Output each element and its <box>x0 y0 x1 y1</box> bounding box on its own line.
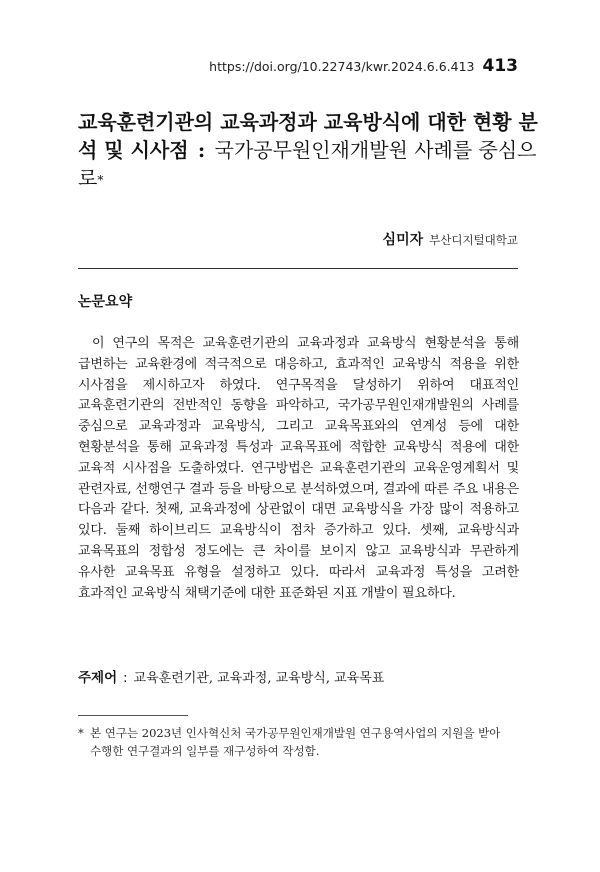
title-sub: 국가공무원인재개발원 사례를 중심으로 <box>78 138 537 190</box>
author-name: 심미자 <box>382 232 424 248</box>
author-line <box>383 229 518 249</box>
keywords-list: 교육훈련기관, 교육과정, 교육방식, 교육목표 <box>133 671 385 686</box>
page-number: 413 <box>482 56 518 76</box>
abstract-body: 이 연구의 목적은 교육훈련기관의 교육과정과 교육방식 현황분석을 통해 급변하는 교육환경에 적극적으로 대응하고, 효과적인 교육방식 적용을 위한 시사점을 제시하고자 하였다. 연구목적을 달성하기 위하여 대표적인 교육훈련기관의 전반적인 동향을 파악하고, 국가공무원인재개발원의 사례를 중심으로 교육과정과 교육방식, 그리고 교육목표와의 연계성 등에 대한 현황분석을 통해 교육과정 특성과 교육목표에 적합한 교육방식 적용에 대한 교육적 시사점을 도출하였다. 연구방법은 교육훈련기관의 교육운영계획서 및 관련자료, 선행연구 결과 등을 바탕으로 분석하였으며, 결과에 따른 주요 내용은 다음과 같다. 첫째, 교육과정에 상관없이 대면 교육방식을 가장 많이 적용하고 있다. 둘째 하이브리드 교육방식이 점차 증가하고 있다. 셋째, 교육방식과 교육목표의 정합성 정도에는 큰 차이를 보이지 않고 교육방식과 무관하게 유사한 교육목표 유형을 설정하고 있다. 따라서 교육과정 특성을 고려한 효과적인 교육방식 채택기준에 대한 표준화된 지표 개발이 필요하다. <box>78 336 519 601</box>
title-main: 교육훈련기관의 교육과정과 교육방식에 대한 현황 분석 및 시사점 <box>78 110 538 162</box>
title-footnote-mark[interactable]: * <box>97 173 104 187</box>
page-header <box>209 56 518 76</box>
footnote-text: 본 연구는 2023년 인사혁신처 국가공무원인재개발원 연구용역사업의 지원을 받아 수행한 연구결과의 일부를 재구성하여 작성함. <box>90 726 501 758</box>
keywords-colon: : <box>123 671 128 686</box>
footnote <box>78 724 519 760</box>
author-affiliation: 부산디지털대학교 <box>429 233 518 247</box>
title-separator: : <box>197 138 206 162</box>
abstract-heading: 논문요약 <box>78 294 133 310</box>
paper-title <box>78 108 538 194</box>
title-divider <box>78 268 518 269</box>
keywords-label: 주제어 <box>78 670 118 686</box>
footnote-mark: * <box>78 726 84 740</box>
doi-link[interactable]: https://doi.org/10.22743/kwr.2024.6.6.413 <box>209 59 475 74</box>
keywords-line <box>78 666 519 686</box>
footnote-divider <box>78 715 188 716</box>
